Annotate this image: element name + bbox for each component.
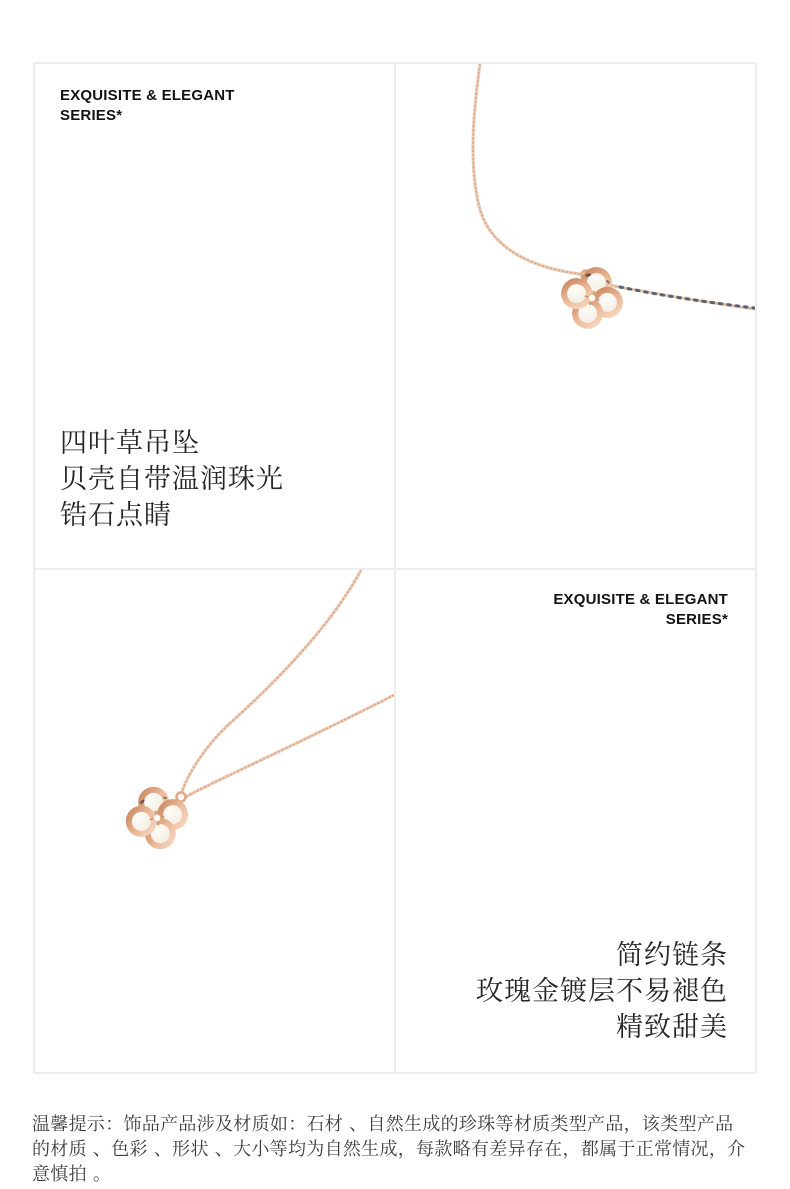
series-label-top-line1: EXQUISITE & ELEGANT	[60, 87, 235, 104]
necklace-photo-bottom	[35, 570, 394, 1074]
panel1-heading-line1: 四叶草吊坠	[60, 428, 200, 459]
series-label-bottom	[553, 590, 728, 630]
disclaimer-line3: 意慎拍 。	[32, 1164, 112, 1185]
series-label-bottom-line1: EXQUISITE & ELEGANT	[553, 591, 728, 608]
necklace-chain	[473, 64, 755, 309]
series-label-bottom-line2: SERIES*	[665, 611, 728, 628]
panel2-heading-line1: 简约链条	[616, 940, 728, 971]
detail-board	[33, 62, 757, 1074]
panel1-heading	[60, 426, 284, 534]
panel1-heading-line3: 锆石点睛	[60, 500, 172, 531]
series-label-top-line2: SERIES*	[60, 107, 123, 124]
disclaimer-line2: 的材质 、色彩 、形状 、大小等均为自然生成，每款略有差异存在，都属于正常情况，介	[32, 1139, 746, 1160]
clover-pendant	[123, 784, 191, 852]
disclaimer-line1: 温馨提示：饰品产品涉及材质如：石材 、自然生成的珍珠等材质类型产品，该类型产品	[32, 1114, 734, 1135]
series-label-top	[60, 86, 235, 126]
necklace-chain	[177, 570, 395, 802]
panel2-heading-line3: 精致甜美	[616, 1012, 728, 1043]
panel2-heading	[476, 938, 728, 1046]
panel2-heading-line2: 玫瑰金镀层不易褪色	[476, 976, 728, 1007]
necklace-photo-top	[396, 64, 755, 566]
panel1-heading-line2: 贝壳自带温润珠光	[60, 464, 284, 495]
material-disclaimer	[32, 1112, 760, 1187]
